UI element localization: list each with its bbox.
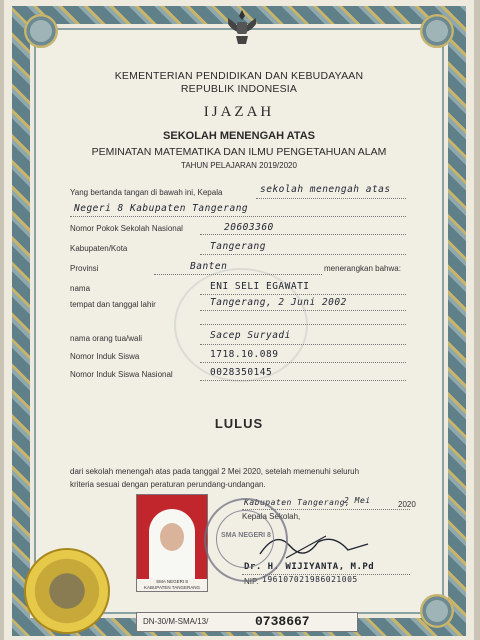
serial-code: DN-30/M-SMA/13/ (143, 617, 209, 626)
corner-ornament-top-left (24, 14, 58, 48)
npsn-value: 20603360 (224, 222, 274, 233)
statement-line-2: kriteria sesuai dengan peraturan perundang-undangan. (70, 480, 266, 489)
regency-value: Tangerang (210, 241, 266, 252)
serial-number: 0738667 (255, 614, 310, 629)
country-name: REPUBLIK INDONESIA (180, 83, 298, 95)
sign-year: 2020 (398, 500, 416, 509)
dotted-line (200, 254, 406, 255)
headmaster-title: Kepala Sekolah, (242, 512, 301, 521)
nisn-label: Nomor Induk Siswa Nasional (70, 370, 173, 379)
sign-place: Kabupaten Tangerang, (244, 498, 351, 507)
student-name-value: ENI SELI EGAWATI (210, 281, 310, 292)
dotted-line (200, 344, 406, 345)
garuda-emblem-icon (224, 8, 260, 46)
nis-label: Nomor Induk Siswa (70, 352, 140, 361)
document-title: IJAZAH (203, 104, 275, 120)
parent-value: Sacep Suryadi (210, 330, 291, 341)
dotted-line (200, 362, 406, 363)
gold-hologram-seal (24, 548, 110, 634)
dotted-line (70, 216, 406, 217)
headmaster-name: Dr. H. WIJIYANTA, M.Pd (244, 562, 375, 572)
signer-intro-label: Yang bertanda tangan di bawah ini, Kepala (70, 188, 223, 197)
nisn-value: 0028350145 (210, 367, 273, 378)
student-photo (136, 494, 208, 592)
npsn-label: Nomor Pokok Sekolah Nasional (70, 224, 183, 233)
study-program: PEMINATAN MATEMATIKA DAN ILMU PENGETAHUAN ALAM (91, 146, 387, 158)
dotted-line (200, 234, 406, 235)
nis-value: 1718.10.089 (210, 349, 279, 360)
school-name-value: Negeri 8 Kabupaten Tangerang (74, 203, 249, 214)
corner-ornament-top-right (420, 14, 454, 48)
province-label: Provinsi (70, 264, 99, 273)
regency-label: Kabupaten/Kota (70, 244, 128, 253)
photo-face (160, 523, 184, 551)
province-value: Banten (190, 261, 228, 272)
name-label: nama (70, 284, 91, 293)
photo-caption-line2: KABUPATEN TANGERANG (144, 585, 200, 590)
statement-line-1: dari sekolah menengah atas pada tanggal 2 Mei 2020, setelah memenuhi seluruh (70, 467, 360, 476)
stamp-text: SMA NEGERI 8 (221, 532, 271, 539)
serial-number-box (136, 612, 358, 632)
photo-caption (137, 579, 207, 591)
academic-year: TAHUN PELAJARAN 2019/2020 (181, 161, 297, 170)
nip-label: NIP. (244, 577, 259, 586)
dotted-line (200, 310, 406, 311)
corner-ornament-bottom-right (420, 594, 454, 628)
dotted-line (256, 198, 406, 199)
school-level: SEKOLAH MENENGAH ATAS (163, 130, 315, 142)
certify-label: menerangkan bahwa: (324, 264, 401, 273)
dotted-line (200, 380, 406, 381)
dotted-line (200, 294, 406, 295)
graduation-status: LULUS (214, 416, 264, 431)
ministry-name: KEMENTERIAN PENDIDIKAN DAN KEBUDAYAAN (114, 70, 364, 82)
nip-value: 196107021986021005 (262, 575, 358, 584)
birth-value: Tangerang, 2 Juni 2002 (210, 297, 347, 308)
school-stamp (204, 498, 288, 582)
parent-label: nama orang tua/wali (70, 334, 143, 343)
sign-date: 2 Mei (344, 496, 371, 505)
dotted-line (154, 274, 322, 275)
signer-intro-value: sekolah menengah atas (260, 184, 391, 195)
dotted-line (200, 324, 406, 325)
stamp-inner-ring (216, 510, 274, 568)
certificate-sheet (4, 0, 474, 640)
photo-caption-line1: SMA NEGERI 8 (156, 579, 188, 584)
birth-label: tempat dan tanggal lahir (70, 300, 156, 309)
